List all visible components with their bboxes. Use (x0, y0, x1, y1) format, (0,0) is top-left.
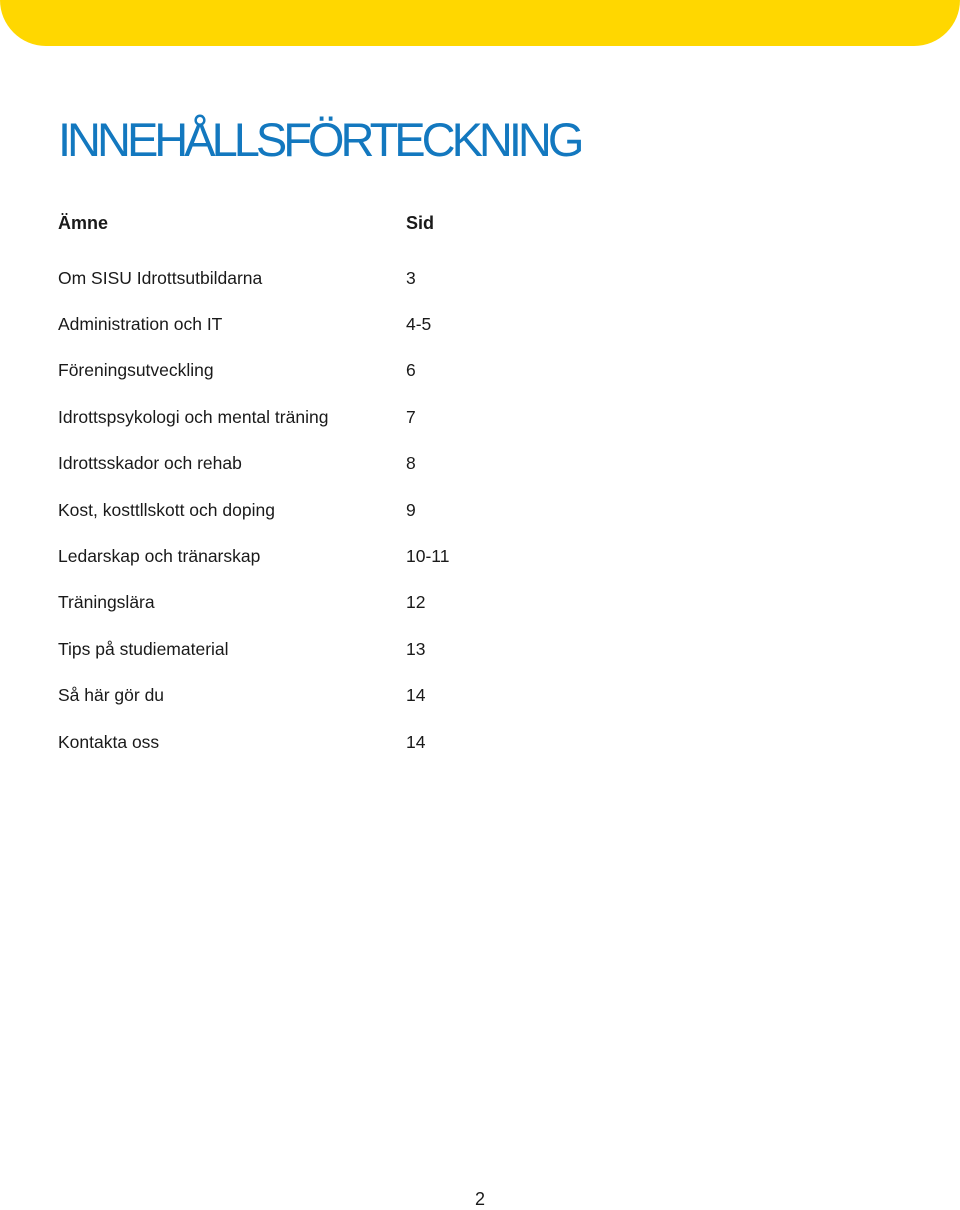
table-of-contents (58, 208, 478, 765)
toc-entry-topic: Idrottspsykologi och mental träning (58, 406, 329, 427)
toc-entry-topic: Kontakta oss (58, 731, 160, 752)
toc-entry-topic: Ledarskap och tränarskap (58, 546, 261, 567)
toc-header-topic: Ämne (58, 212, 109, 233)
page-title: INNEHÅLLSFÖRTECKNING (58, 113, 581, 166)
toc-entry-topic: Träningslära (58, 592, 155, 613)
toc-entry (58, 626, 478, 672)
toc-entry (58, 719, 478, 765)
toc-entry (58, 487, 478, 533)
toc-entry-page: 10-11 (406, 546, 450, 567)
toc-entry-topic: Tips på studiematerial (58, 638, 229, 659)
toc-entry-topic: Om SISU Idrottsutbildarna (58, 267, 263, 288)
toc-entry-page: 4-5 (406, 314, 432, 335)
toc-entry (58, 394, 478, 440)
toc-entry-topic: Idrottsskador och rehab (58, 453, 242, 474)
toc-entry (58, 673, 478, 719)
toc-entry-page: 13 (406, 638, 426, 659)
toc-entry-page: 3 (406, 267, 416, 288)
toc-entry-page: 8 (406, 453, 416, 474)
toc-entry-topic: Kost, kosttllskott och doping (58, 499, 275, 520)
toc-entry (58, 580, 478, 626)
page-number: 2 (474, 1189, 485, 1209)
toc-entry (58, 441, 478, 487)
toc-entry-page: 7 (406, 406, 416, 427)
toc-entry-page: 9 (406, 499, 416, 520)
toc-entry-page: 14 (406, 731, 426, 752)
toc-entry (58, 301, 478, 347)
toc-entry-topic: Administration och IT (58, 314, 223, 335)
toc-entry-topic: Så här gör du (58, 685, 165, 706)
top-yellow-band (0, 0, 960, 46)
toc-entry-page: 14 (406, 685, 426, 706)
toc-header-page: Sid (406, 212, 435, 233)
toc-entry-topic: Föreningsutveckling (58, 360, 214, 381)
toc-entry (58, 533, 478, 579)
toc-entry-page: 6 (406, 360, 416, 381)
toc-entry (58, 348, 478, 394)
toc-header (58, 208, 478, 238)
toc-entry (58, 255, 478, 301)
toc-entry-page: 12 (406, 592, 426, 613)
